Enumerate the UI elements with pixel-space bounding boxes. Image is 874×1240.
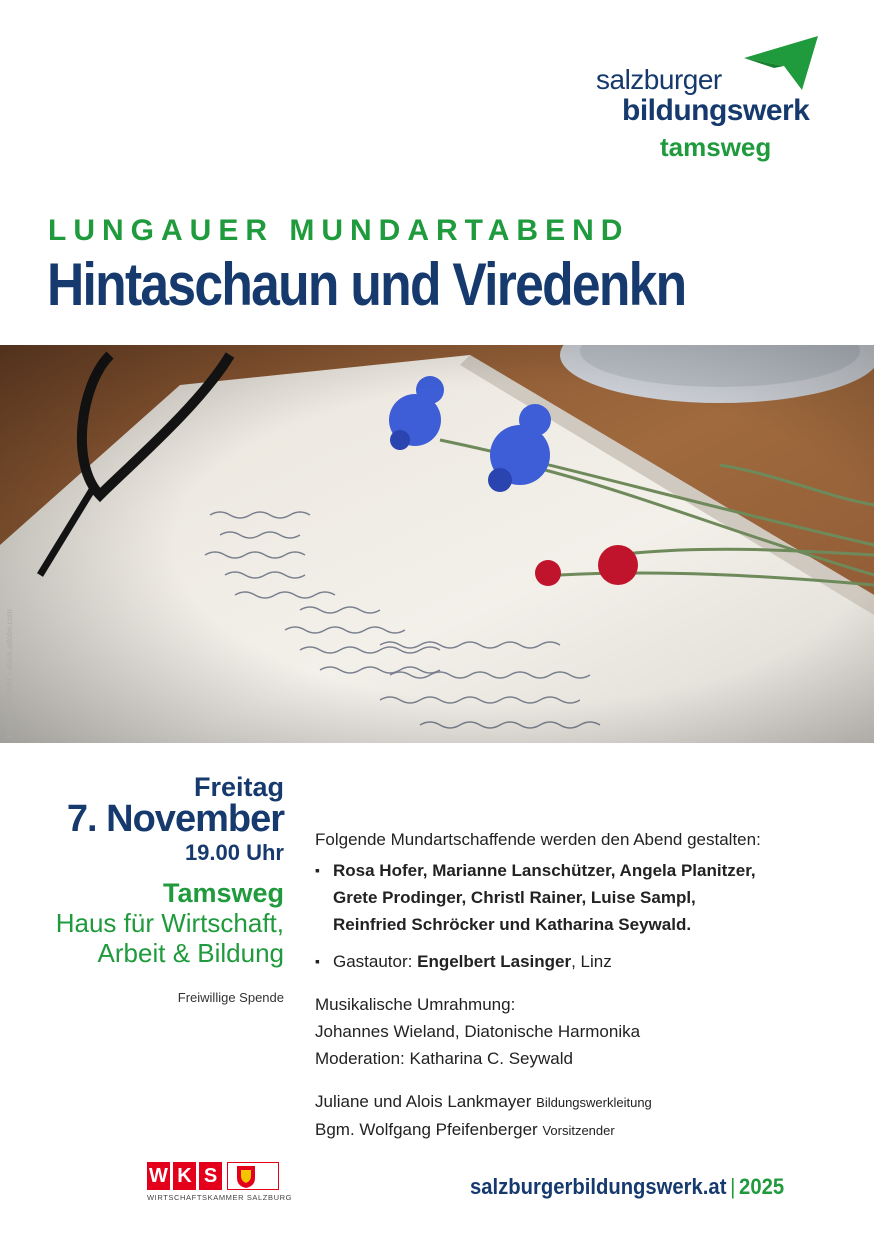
moderation-line: Moderation: Katharina C. Seywald [315,1049,573,1068]
event-town: Tamsweg [162,878,284,908]
list-item-authors [315,857,835,938]
logo-line-1: salzburger [596,64,722,95]
list-item-guest [315,948,835,975]
logo-line-2: bildungswerk [622,94,810,127]
event-day: Freitag [193,772,284,802]
author-list [315,857,835,975]
paper-plane-icon [744,36,820,90]
footer-separator: | [730,1174,736,1199]
website-link[interactable]: salzburgerbildungswerk.at [470,1174,727,1199]
photo-credit: © Andreas Gruhl – stock.adobe.com [5,609,14,738]
coat-of-arms-icon [227,1162,279,1190]
venue-line-2: Arbeit & Bildung [97,938,284,968]
music-line: Johannes Wieland, Diatonische Harmonika [315,1022,641,1041]
logo-line-3: tamsweg [660,132,772,162]
bildungswerk-logo [596,36,836,166]
authors-line-1: ▪ Rosa Hofer, Marianne Lanschützer, Angela Planitzer, [333,861,756,880]
donation-note: Freiwillige Spende [177,990,284,1005]
wks-letter-s: S [199,1162,222,1190]
venue-line-1: Haus für Wirtschaft, [55,908,284,938]
authors-line-3: Reinfried Schröcker und Katharina Seywald. [333,915,692,934]
hero-photo [0,345,874,743]
lead-role: Bildungswerkleitung [536,1095,652,1110]
lead-names: Juliane und Alois Lankmayer [315,1092,532,1111]
wks-letter-w: W [147,1162,170,1190]
footer-year: 2025 [739,1174,785,1199]
program-text [315,826,835,1144]
music-heading: Musikalische Umrahmung: [315,995,516,1014]
chair-line [315,1116,835,1144]
event-date: 7. November [66,798,284,840]
wks-letter-k: K [173,1162,196,1190]
website-line [470,1174,784,1200]
program-intro: Folgende Mundartschaffende werden den Abend gestalten: [315,830,761,849]
event-time: 19.00 Uhr [184,840,284,865]
chair-role: Vorsitzender [542,1123,615,1138]
guest-name: Engelbert Lasinger [417,952,572,971]
chair-name: Bgm. Wolfgang Pfeifenberger [315,1120,538,1139]
lead-line [315,1088,835,1116]
wks-subtitle: WIRTSCHAFTSKAMMER SALZBURG [147,1193,293,1202]
event-title: Hintaschaun und Viredenkn [47,251,686,318]
guest-label: Gastautor: [333,952,418,971]
guest-city: , Linz [571,952,612,971]
authors-line-2: Grete Prodinger, Christl Rainer, Luise Sampl, [333,888,696,907]
event-kicker: LUNGAUER MUNDARTABEND [48,214,630,247]
wks-logo [147,1162,293,1204]
